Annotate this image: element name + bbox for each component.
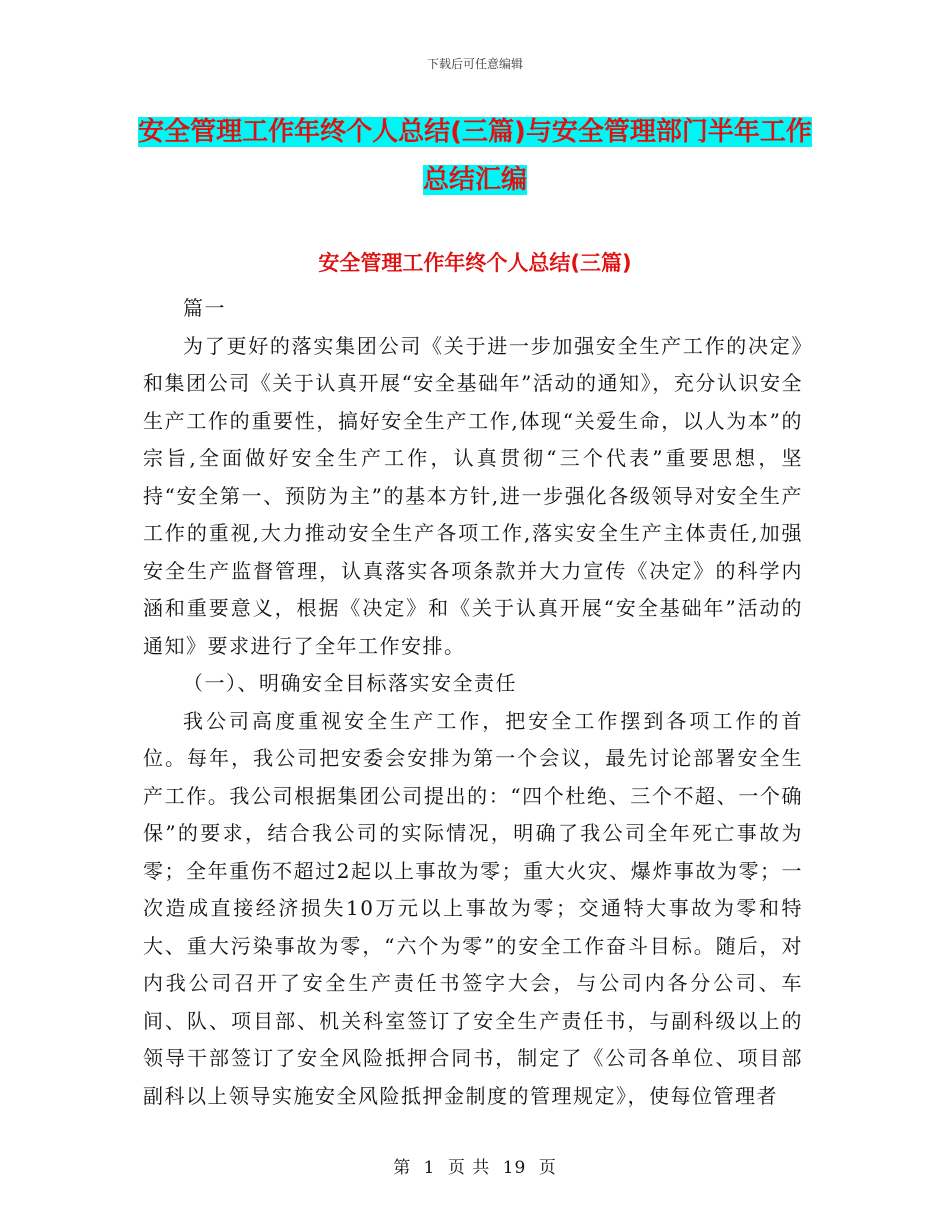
document-title [130, 108, 820, 204]
section-title: 安全管理工作年终个人总结(三篇) [318, 251, 632, 275]
footer-prefix: 第 [393, 1158, 412, 1178]
footer-suffix: 页 [538, 1158, 557, 1178]
page-total: 19 [502, 1158, 527, 1178]
paragraph-section-1: 我公司高度重视安全生产工作，把安全工作摆到各项工作的首位。每年，我公司把安委会安排为第一个会议，最先讨论部署安全生产工作。我公司根据集团公司提出的：“四个杜绝、三个不超、一个确保”的要求，结合我公司的实际情况，明确了我公司全年死亡事故为零；全年重伤不超过2起以上事故为零；重大火灾、爆炸事故为零；一次造成直接经济损失10万元以上事故为零；交通特大事故为零和特大、重大污染事故为零，“六个为零”的安全工作奋斗目标。随后，对内我公司召开了安全生产责任书签字大会，与公司内各分公司、车间、队、项目部、机关科室签订了安全生产责任书，与副科级以上的领导干部签订了安全风险抵押合同书，制定了《公司各单位、项目部副科以上领导实施安全风险抵押金制度的管理规定》，使每位管理者 [143, 708, 803, 1108]
section-heading-1: （一）、明确安全目标落实安全责任 [183, 671, 517, 695]
part-label: 篇一 [183, 296, 226, 320]
header-note: 下载后可任意编辑 [426, 57, 523, 71]
page-number: 1 [423, 1158, 436, 1178]
paragraph-intro: 为了更好的落实集团公司《关于进一步加强安全生产工作的决定》和集团公司《关于认真开展“安全基础年”活动的通知》，充分认识安全生产工作的重要性，搞好安全生产工作,体现“关爱生命，以人为本”的宗旨,全面做好安全生产工作，认真贯彻“三个代表”重要思想，坚持“安全第一、预防为主”的基本方针,进一步强化各级领导对安全生产工作的重视,大力推动安全生产各项工作,落实安全生产主体责任,加强安全生产监督管理，认真落实各项条款并大力宣传《决定》的科学内涵和重要意义，根据《决定》和《关于认真开展“安全基础年”活动的通知》要求进行了全年工作安排。 [143, 333, 803, 658]
document-body [143, 290, 803, 1115]
document-title-text: 安全管理工作年终个人总结(三篇)与安全管理部门半年工作总结汇编 [138, 117, 812, 195]
footer-mid: 页 共 [447, 1158, 491, 1178]
page-footer [0, 1153, 950, 1178]
